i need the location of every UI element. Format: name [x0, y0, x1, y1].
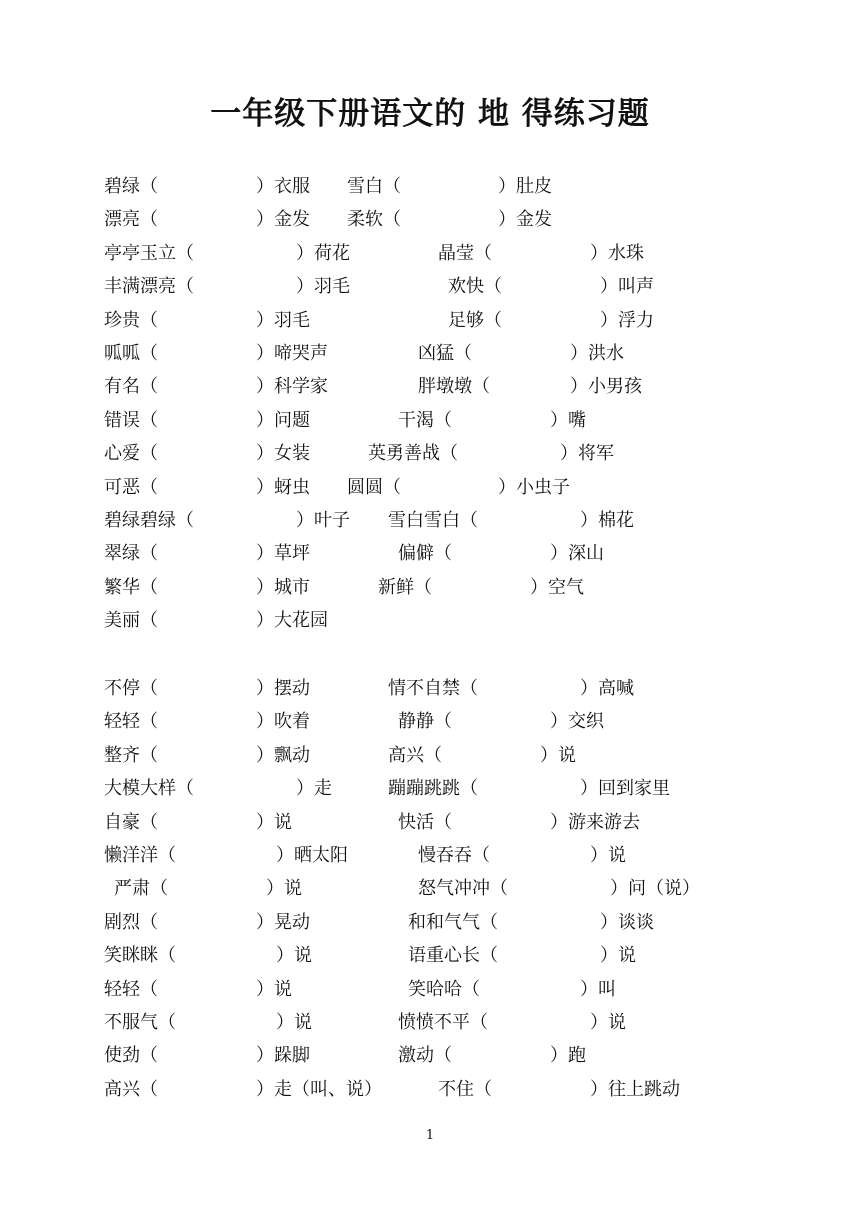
phrase-prefix: 懒洋洋（: [104, 845, 176, 866]
exercise-row: [0, 406, 860, 436]
phrase-prefix: 轻轻（: [104, 978, 158, 1000]
phrase-suffix: ）高喊: [580, 678, 634, 699]
phrase-suffix: ）交织: [550, 711, 604, 733]
exercise-row: [0, 1041, 860, 1071]
phrase-suffix: ）衣服: [256, 176, 310, 197]
phrase-suffix: ）水珠: [590, 242, 644, 264]
exercise-row: [0, 306, 860, 336]
phrase-suffix: ）羽毛: [296, 276, 350, 298]
phrase-prefix: 不服气（: [104, 1012, 176, 1033]
phrase-prefix: 心爱（: [104, 443, 158, 465]
phrase-suffix: ）大花园: [256, 610, 328, 632]
phrase-prefix: 整齐（: [104, 744, 158, 766]
phrase-prefix: 翠绿（: [104, 543, 158, 565]
phrase-suffix: ）说: [600, 945, 636, 967]
phrase-suffix: ）女装: [256, 443, 310, 465]
phrase-prefix: 珍贵（: [104, 309, 158, 331]
phrase-prefix: 新鲜（: [378, 576, 432, 598]
phrase-prefix: 碧绿碧绿（: [104, 510, 194, 531]
exercise-row: [0, 439, 860, 469]
phrase-prefix: 高兴（: [388, 744, 442, 766]
phrase-prefix: 不停（: [104, 678, 158, 699]
phrase-prefix: 情不自禁（: [388, 678, 478, 699]
phrase-prefix: 语重心长（: [408, 945, 498, 967]
page-number: 1: [425, 1128, 435, 1143]
phrase-prefix: 有名（: [104, 376, 158, 398]
phrase-prefix: 晶莹（: [438, 242, 492, 264]
phrase-prefix: 笑哈哈（: [408, 978, 480, 1000]
phrase-prefix: 凶猛（: [418, 343, 472, 364]
exercise-row: [0, 606, 860, 636]
phrase-suffix: ）游来游去: [550, 811, 640, 833]
phrase-suffix: ）叶子: [296, 510, 350, 531]
exercise-row: [0, 272, 860, 302]
exercise-row: [0, 707, 860, 737]
exercise-row: [0, 908, 860, 938]
phrase-suffix: ）羽毛: [256, 309, 310, 331]
exercise-row: [0, 774, 860, 804]
phrase-prefix: 笑眯眯（: [104, 945, 176, 967]
phrase-prefix: 柔软（: [347, 209, 401, 231]
phrase-suffix: ）跑: [550, 1045, 586, 1067]
exercise-row: [0, 539, 860, 569]
exercise-row: [0, 573, 860, 603]
phrase-prefix: 足够（: [448, 309, 502, 331]
phrase-suffix: ）城市: [256, 576, 310, 598]
phrase-prefix: 自豪（: [104, 811, 158, 833]
phrase-suffix: ）走: [296, 778, 332, 800]
phrase-suffix: ）晒太阳: [276, 845, 348, 866]
phrase-prefix: 偏僻（: [398, 543, 452, 565]
phrase-suffix: ）飘动: [256, 744, 310, 766]
phrase-suffix: ）问题: [256, 409, 310, 431]
phrase-prefix: 大模大样（: [104, 778, 194, 800]
phrase-suffix: ）金发: [498, 209, 552, 231]
phrase-suffix: ）走（叫、说）: [256, 1078, 382, 1100]
exercise-row: [0, 674, 860, 704]
exercise-row: [0, 841, 860, 871]
phrase-prefix: 圆圆（: [347, 476, 401, 498]
exercise-row: [0, 975, 860, 1005]
phrase-prefix: 美丽（: [104, 610, 158, 632]
phrase-suffix: ）啼哭声: [256, 343, 328, 364]
exercise-row: [0, 506, 860, 536]
phrase-prefix: 呱呱（: [104, 343, 158, 364]
exercise-row: [0, 741, 860, 771]
phrase-suffix: ）金发: [256, 209, 310, 231]
exercise-row: [0, 339, 860, 369]
phrase-prefix: 碧绿（: [104, 176, 158, 197]
phrase-suffix: ）回到家里: [580, 778, 670, 800]
phrase-suffix: ）肚皮: [498, 176, 552, 197]
phrase-suffix: ）棉花: [580, 510, 634, 531]
exercise-row: [0, 372, 860, 402]
phrase-suffix: ）叫: [580, 978, 616, 1000]
phrase-suffix: ）说: [590, 1012, 626, 1033]
phrase-prefix: 愤愤不平（: [398, 1012, 488, 1033]
phrase-prefix: 剧烈（: [104, 911, 158, 933]
phrase-suffix: ）说: [276, 1012, 312, 1033]
phrase-prefix: 激动（: [398, 1045, 452, 1067]
phrase-suffix: ）叫声: [600, 276, 654, 298]
phrase-suffix: ）小虫子: [498, 476, 570, 498]
exercise-row: [0, 1008, 860, 1038]
phrase-prefix: 快活（: [398, 811, 452, 833]
phrase-suffix: ）草坪: [256, 543, 310, 565]
phrase-prefix: 漂亮（: [104, 209, 158, 231]
exercise-row: [0, 808, 860, 838]
exercise-row: [0, 172, 860, 202]
phrase-prefix: 丰满漂亮（: [104, 276, 194, 298]
phrase-suffix: ）嘴: [550, 409, 586, 431]
exercise-row: [0, 239, 860, 269]
exercise-row: [0, 1075, 860, 1105]
phrase-suffix: ）说: [590, 845, 626, 866]
phrase-suffix: ）说: [266, 878, 302, 900]
phrase-prefix: 干渴（: [398, 409, 452, 431]
exercise-row: [0, 941, 860, 971]
phrase-prefix: 怒气冲冲（: [418, 878, 508, 900]
phrase-suffix: ）深山: [550, 543, 604, 565]
phrase-suffix: ）将军: [560, 443, 614, 465]
phrase-suffix: ）往上跳动: [590, 1078, 680, 1100]
phrase-suffix: ）跺脚: [256, 1045, 310, 1067]
phrase-suffix: ）说: [276, 945, 312, 967]
phrase-prefix: 和和气气（: [408, 911, 498, 933]
phrase-prefix: 欢快（: [448, 276, 502, 298]
phrase-prefix: 静静（: [398, 711, 452, 733]
exercise-row: [0, 473, 860, 503]
phrase-suffix: ）科学家: [256, 376, 328, 398]
phrase-prefix: 雪白雪白（: [388, 510, 478, 531]
phrase-suffix: ）蚜虫: [256, 476, 310, 498]
phrase-suffix: ）吹着: [256, 711, 310, 733]
phrase-suffix: ）谈谈: [600, 911, 654, 933]
phrase-prefix: 使劲（: [104, 1045, 158, 1067]
phrase-suffix: ）空气: [530, 576, 584, 598]
page-title: 一年级下册语文的 地 得练习题: [210, 96, 650, 132]
phrase-prefix: 不住（: [438, 1078, 492, 1100]
phrase-prefix: 错误（: [104, 409, 158, 431]
exercise-row: [0, 205, 860, 235]
phrase-suffix: ）洪水: [570, 343, 624, 364]
phrase-prefix: 轻轻（: [104, 711, 158, 733]
phrase-suffix: ）问（说）: [610, 878, 700, 900]
phrase-prefix: 蹦蹦跳跳（: [388, 778, 478, 800]
exercise-row: [0, 874, 860, 904]
phrase-suffix: ）说: [256, 811, 292, 833]
phrase-prefix: 雪白（: [347, 176, 401, 197]
phrase-prefix: 可恶（: [104, 476, 158, 498]
phrase-suffix: ）荷花: [296, 242, 350, 264]
phrase-prefix: 亭亭玉立（: [104, 242, 194, 264]
phrase-prefix: 英勇善战（: [368, 443, 458, 465]
phrase-suffix: ）说: [256, 978, 292, 1000]
phrase-suffix: ）摆动: [256, 678, 310, 699]
phrase-prefix: 慢吞吞（: [418, 845, 490, 866]
phrase-suffix: ）晃动: [256, 911, 310, 933]
phrase-suffix: ）小男孩: [570, 376, 642, 398]
phrase-suffix: ）说: [540, 744, 576, 766]
phrase-suffix: ）浮力: [600, 309, 654, 331]
phrase-prefix: 高兴（: [104, 1078, 158, 1100]
phrase-prefix: 严肃（: [114, 878, 168, 900]
phrase-prefix: 胖墩墩（: [418, 376, 490, 398]
phrase-prefix: 繁华（: [104, 576, 158, 598]
